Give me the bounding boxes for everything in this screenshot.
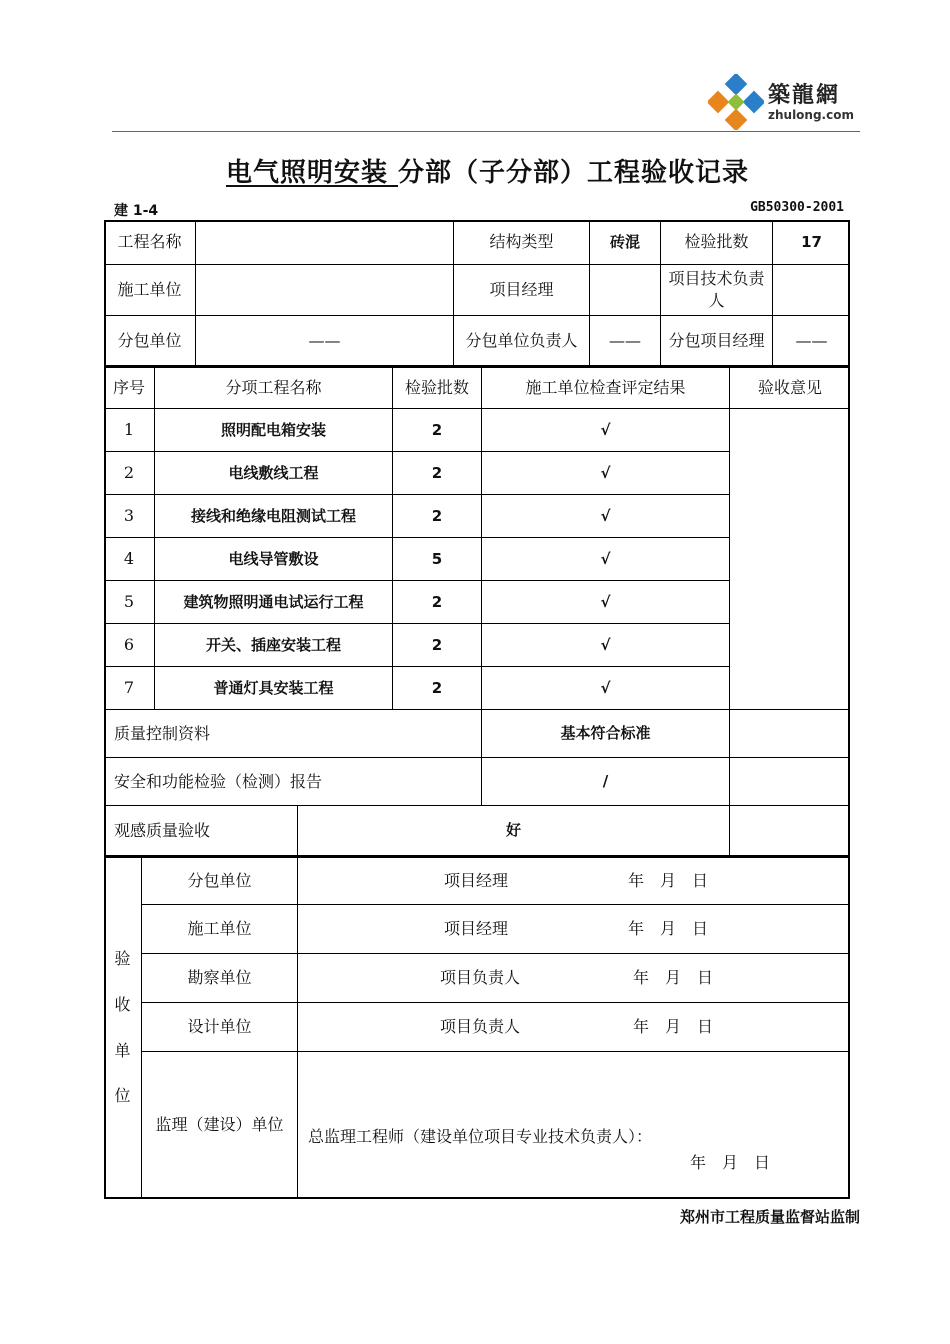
appearance-value[interactable]: 好 bbox=[298, 806, 730, 856]
sign-row[interactable] bbox=[298, 905, 850, 954]
project-manager-value[interactable] bbox=[590, 265, 661, 316]
item-no: 2 bbox=[104, 452, 155, 495]
sign-date[interactable]: 年 月 日 bbox=[628, 871, 709, 891]
item-no: 7 bbox=[104, 667, 155, 710]
sub-pm-value[interactable]: —— bbox=[773, 316, 850, 366]
appearance-opinion[interactable] bbox=[730, 806, 850, 856]
tech-lead-label: 项目技术负责人 bbox=[661, 265, 773, 316]
item-batches[interactable]: 5 bbox=[393, 538, 482, 581]
unit-subcontractor: 分包单位 bbox=[142, 858, 298, 905]
item-batches[interactable]: 2 bbox=[393, 409, 482, 452]
item-batches[interactable]: 2 bbox=[393, 667, 482, 710]
item-batches[interactable]: 2 bbox=[393, 452, 482, 495]
item-no: 5 bbox=[104, 581, 155, 624]
sign-row[interactable] bbox=[298, 954, 850, 1003]
sub-lead-label: 分包单位负责人 bbox=[454, 316, 590, 366]
item-result[interactable]: √ bbox=[482, 452, 730, 495]
sign-role: 项目经理 bbox=[444, 919, 509, 939]
unit-survey: 勘察单位 bbox=[142, 954, 298, 1003]
logo-name: 築龍網 bbox=[768, 82, 841, 108]
title-underlined: 电气照明安装 bbox=[225, 158, 399, 188]
quality-label: 质量控制资料 bbox=[104, 710, 482, 758]
unit-contractor: 施工单位 bbox=[142, 905, 298, 954]
item-result[interactable]: √ bbox=[482, 624, 730, 667]
side-char: 单 bbox=[114, 1040, 131, 1060]
unit-supervision: 监理（建设）单位 bbox=[142, 1052, 298, 1197]
item-result[interactable]: √ bbox=[482, 581, 730, 624]
item-name: 开关、插座安装工程 bbox=[155, 624, 393, 667]
side-char: 验 bbox=[114, 949, 131, 969]
item-result[interactable]: √ bbox=[482, 667, 730, 710]
supervision-sign-cell[interactable] bbox=[298, 1052, 850, 1197]
item-batches[interactable]: 2 bbox=[393, 495, 482, 538]
item-batches[interactable]: 2 bbox=[393, 624, 482, 667]
item-name: 建筑物照明通电试运行工程 bbox=[155, 581, 393, 624]
supervision-text: 总监理工程师（建设单位项目专业技术负责人）： bbox=[308, 1127, 653, 1146]
safety-opinion[interactable] bbox=[730, 758, 850, 806]
batch-count-value[interactable]: 17 bbox=[773, 220, 850, 265]
item-name: 照明配电箱安装 bbox=[155, 409, 393, 452]
item-result[interactable]: √ bbox=[482, 538, 730, 581]
col-batches: 检验批数 bbox=[393, 368, 482, 409]
quality-opinion[interactable] bbox=[730, 710, 850, 758]
item-name: 接线和绝缘电阻测试工程 bbox=[155, 495, 393, 538]
supervisor-footer: 郑州市工程质量监督站监制 bbox=[679, 1208, 860, 1226]
tech-lead-value[interactable] bbox=[773, 265, 850, 316]
sign-role: 项目负责人 bbox=[440, 1017, 521, 1037]
col-no: 序号 bbox=[104, 368, 155, 409]
header-divider bbox=[112, 131, 860, 132]
structure-type-value[interactable]: 砖混 bbox=[590, 220, 661, 265]
item-name: 电线导管敷设 bbox=[155, 538, 393, 581]
project-name-label: 工程名称 bbox=[104, 220, 196, 265]
contractor-value[interactable] bbox=[196, 265, 454, 316]
supervision-date[interactable]: 年 月 日 bbox=[690, 1153, 771, 1172]
structure-type-label: 结构类型 bbox=[454, 220, 590, 265]
quality-value[interactable]: 基本符合标准 bbox=[482, 710, 730, 758]
col-opinion: 验收意见 bbox=[730, 368, 850, 409]
sign-row[interactable] bbox=[298, 1003, 850, 1052]
sign-role: 项目负责人 bbox=[440, 968, 521, 988]
subcontractor-value[interactable]: —— bbox=[196, 316, 454, 366]
item-result[interactable]: √ bbox=[482, 409, 730, 452]
item-name: 电线敷线工程 bbox=[155, 452, 393, 495]
sub-lead-value[interactable]: —— bbox=[590, 316, 661, 366]
safety-label: 安全和功能检验（检测）报告 bbox=[104, 758, 482, 806]
item-no: 4 bbox=[104, 538, 155, 581]
cross-diamond-icon bbox=[708, 74, 764, 130]
sign-date[interactable]: 年 月 日 bbox=[633, 968, 714, 988]
contractor-label: 施工单位 bbox=[104, 265, 196, 316]
item-no: 1 bbox=[104, 409, 155, 452]
project-manager-label: 项目经理 bbox=[454, 265, 590, 316]
side-char: 收 bbox=[114, 994, 131, 1014]
project-name-value[interactable] bbox=[196, 220, 454, 265]
item-no: 6 bbox=[104, 624, 155, 667]
standard-code: GB50300-2001 bbox=[750, 200, 844, 215]
title-rest: 分部（子分部）工程验收记录 bbox=[398, 158, 750, 188]
acceptance-side-label bbox=[104, 858, 142, 1197]
appearance-label: 观感质量验收 bbox=[104, 806, 298, 856]
col-result: 施工单位检查评定结果 bbox=[482, 368, 730, 409]
sign-row[interactable] bbox=[298, 858, 850, 905]
page-title bbox=[0, 152, 950, 189]
form-code: 建 1-4 bbox=[114, 203, 159, 219]
subcontractor-label: 分包单位 bbox=[104, 316, 196, 366]
sign-date[interactable]: 年 月 日 bbox=[633, 1017, 714, 1037]
item-opinion-cell[interactable] bbox=[730, 409, 850, 710]
item-name: 普通灯具安装工程 bbox=[155, 667, 393, 710]
item-no: 3 bbox=[104, 495, 155, 538]
safety-value[interactable]: / bbox=[482, 758, 730, 806]
sign-role: 项目经理 bbox=[444, 871, 509, 891]
item-result[interactable]: √ bbox=[482, 495, 730, 538]
col-item-name: 分项工程名称 bbox=[155, 368, 393, 409]
sub-pm-label: 分包项目经理 bbox=[661, 316, 773, 366]
side-char: 位 bbox=[114, 1086, 131, 1106]
zhulong-logo bbox=[708, 72, 868, 132]
sign-date[interactable]: 年 月 日 bbox=[628, 919, 709, 939]
item-batches[interactable]: 2 bbox=[393, 581, 482, 624]
unit-design: 设计单位 bbox=[142, 1003, 298, 1052]
batch-count-label: 检验批数 bbox=[661, 220, 773, 265]
logo-domain: zhulong.com bbox=[768, 108, 854, 122]
